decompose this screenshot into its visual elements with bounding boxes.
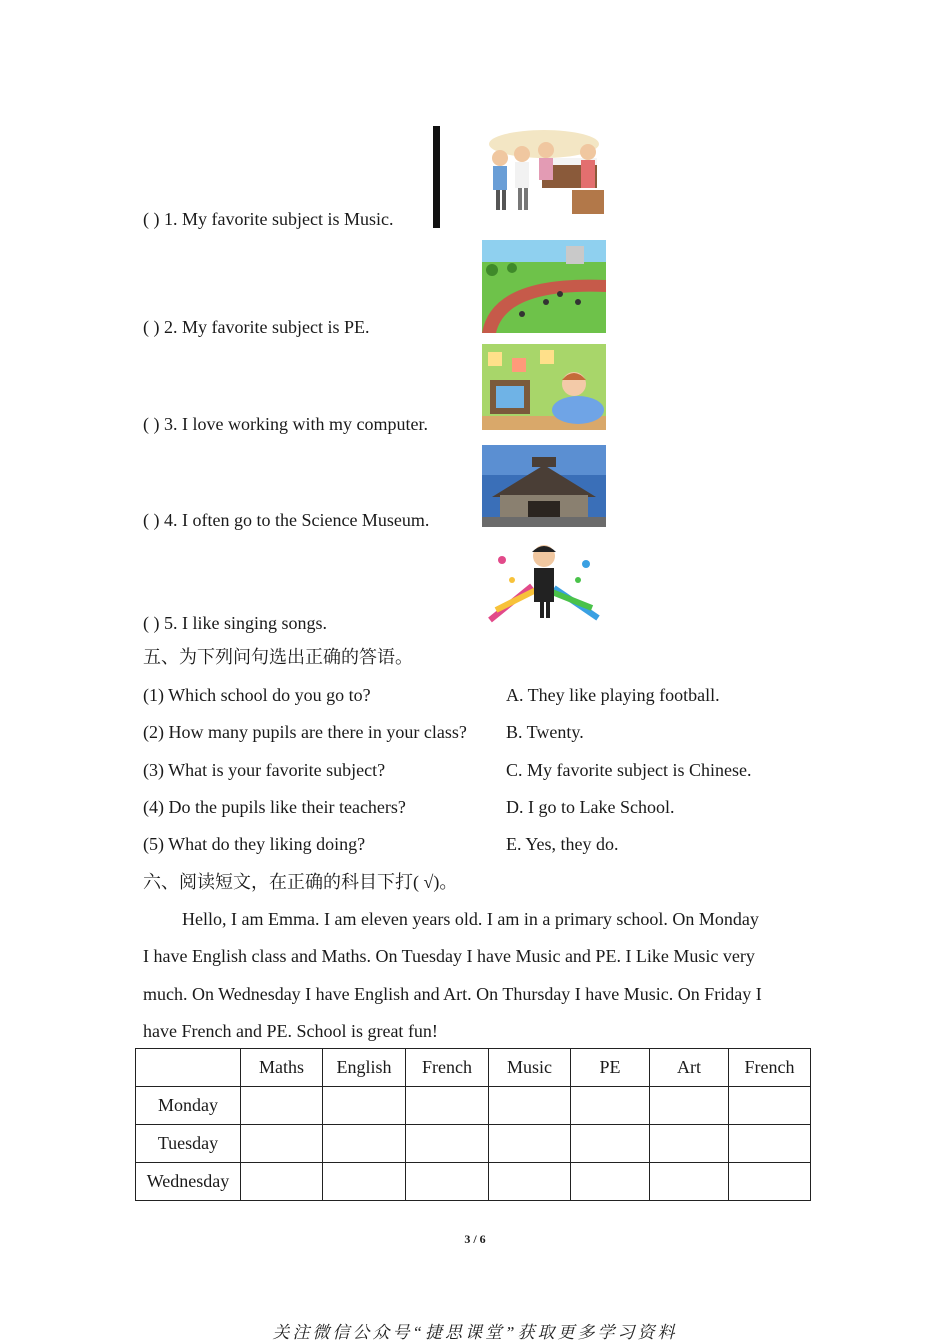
match-item-2: ( ) 2. My favorite subject is PE. [143,317,370,337]
match-item-3: ( ) 3. I love working with my computer. [143,414,428,434]
computer-room-picture [482,344,606,430]
table-header-cell: English [323,1049,406,1087]
table-header-cell: Maths [241,1049,323,1087]
answer-b: B. Twenty. [506,722,584,742]
passage-line-1: Hello, I am Emma. I am eleven years old. I am in a primary school. On Monday [182,909,759,929]
subject-table [135,1048,811,1201]
table-row [136,1163,811,1201]
music-class-picture [482,124,606,224]
answer-cell[interactable] [489,1125,571,1163]
passage-line-4: have French and PE. School is great fun! [143,1021,438,1041]
answer-cell[interactable] [406,1125,489,1163]
table-row [136,1087,811,1125]
answer-cell[interactable] [650,1163,729,1201]
question-5: (5) What do they liking doing? [143,834,366,854]
question-4: (4) Do the pupils like their teachers? [143,797,406,817]
answer-d: D. I go to Lake School. [506,797,675,817]
question-3: (3) What is your favorite subject? [143,760,386,780]
table-header-cell: French [406,1049,489,1087]
row-label: Wednesday [136,1163,241,1201]
answer-cell[interactable] [489,1087,571,1125]
answer-cell[interactable] [650,1125,729,1163]
answer-cell[interactable] [729,1163,811,1201]
passage-line-3: much. On Wednesday I have English and Art. On Thursday I have Music. On Friday I [143,984,762,1004]
match-item-1: ( ) 1. My favorite subject is Music. [143,209,394,229]
answer-e: E. Yes, they do. [506,834,619,854]
answer-cell[interactable] [406,1087,489,1125]
page-number: 3 / 6 [464,1232,486,1246]
footer-note: 关注微信公众号“捷思课堂”获取更多学习资料 [272,1323,678,1342]
question-1: (1) Which school do you go to? [143,685,371,705]
answer-c: C. My favorite subject is Chinese. [506,760,752,780]
answer-cell[interactable] [241,1125,323,1163]
table-header-row [136,1049,811,1087]
row-label: Tuesday [136,1125,241,1163]
vertical-bar [433,126,440,228]
match-item-4: ( ) 4. I often go to the Science Museum. [143,510,430,530]
answer-cell[interactable] [323,1163,406,1201]
answer-cell[interactable] [571,1087,650,1125]
answer-cell[interactable] [729,1125,811,1163]
table-header-cell: PE [571,1049,650,1087]
answer-cell[interactable] [729,1087,811,1125]
table-row [136,1125,811,1163]
question-2: (2) How many pupils are there in your class? [143,722,467,742]
answer-cell[interactable] [650,1087,729,1125]
sports-field-picture [482,240,606,333]
section6-heading: 六、阅读短文，在正确的科目下打( √)。 [143,872,458,892]
row-label: Monday [136,1087,241,1125]
answer-cell[interactable] [323,1087,406,1125]
answer-cell[interactable] [406,1163,489,1201]
answer-cell[interactable] [489,1163,571,1201]
section5-heading: 五、为下列问句选出正确的答语。 [143,647,413,667]
passage-line-2: I have English class and Maths. On Tuesday I have Music and PE. I Like Music very [143,946,755,966]
answer-cell[interactable] [241,1087,323,1125]
table-header-cell: French [729,1049,811,1087]
match-item-5: ( ) 5. I like singing songs. [143,613,327,633]
table-header-cell [136,1049,241,1087]
answer-cell[interactable] [571,1163,650,1201]
answer-a: A. They like playing football. [506,685,720,705]
answer-cell[interactable] [323,1125,406,1163]
table-header-cell: Art [650,1049,729,1087]
answer-cell[interactable] [571,1125,650,1163]
museum-building-picture [482,445,606,527]
table-header-cell: Music [489,1049,571,1087]
answer-cell[interactable] [241,1163,323,1201]
singer-picture [482,540,606,625]
